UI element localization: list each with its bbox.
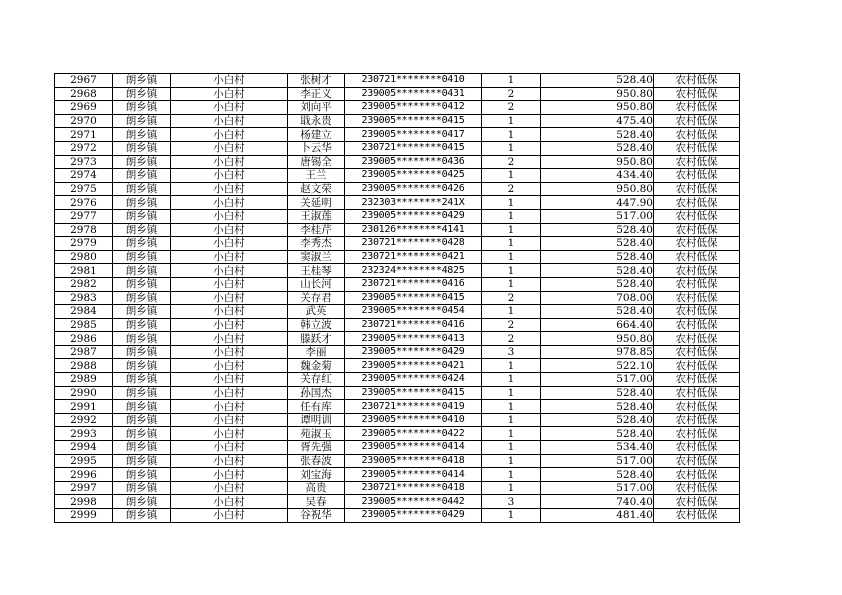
household-size-cell: 3 bbox=[482, 495, 541, 509]
name-cell: 王淑莲 bbox=[288, 209, 345, 223]
name-cell: 山长河 bbox=[288, 277, 345, 291]
row-number-cell: 2967 bbox=[55, 74, 113, 88]
name-cell: 苑淑玉 bbox=[288, 427, 345, 441]
amount-cell: 978.85 bbox=[541, 345, 654, 359]
village-cell: 小白村 bbox=[171, 264, 288, 278]
row-number-cell: 2979 bbox=[55, 237, 113, 251]
id-number-cell: 239005********0414 bbox=[345, 441, 482, 455]
table-row bbox=[55, 345, 740, 359]
id-number-cell: 239005********0415 bbox=[345, 114, 482, 128]
id-number-cell: 239005********0422 bbox=[345, 427, 482, 441]
amount-cell: 528.40 bbox=[541, 305, 654, 319]
amount-cell: 517.00 bbox=[541, 373, 654, 387]
town-cell: 朗乡镇 bbox=[113, 209, 171, 223]
town-cell: 朗乡镇 bbox=[113, 101, 171, 115]
category-cell: 农村低保 bbox=[654, 74, 740, 88]
row-number-cell: 2975 bbox=[55, 182, 113, 196]
table-row bbox=[55, 74, 740, 88]
row-number-cell: 2983 bbox=[55, 291, 113, 305]
name-cell: 赵文荣 bbox=[288, 182, 345, 196]
town-cell: 朗乡镇 bbox=[113, 114, 171, 128]
category-cell: 农村低保 bbox=[654, 345, 740, 359]
amount-cell: 950.80 bbox=[541, 87, 654, 101]
category-cell: 农村低保 bbox=[654, 264, 740, 278]
town-cell: 朗乡镇 bbox=[113, 359, 171, 373]
table-row bbox=[55, 509, 740, 523]
row-number-cell: 2980 bbox=[55, 250, 113, 264]
id-number-cell: 239005********0413 bbox=[345, 332, 482, 346]
town-cell: 朗乡镇 bbox=[113, 373, 171, 387]
name-cell: 魏金菊 bbox=[288, 359, 345, 373]
beneficiary-table bbox=[54, 73, 740, 523]
row-number-cell: 2972 bbox=[55, 141, 113, 155]
household-size-cell: 2 bbox=[482, 318, 541, 332]
household-size-cell: 2 bbox=[482, 87, 541, 101]
amount-cell: 950.80 bbox=[541, 155, 654, 169]
name-cell: 李桂芹 bbox=[288, 223, 345, 237]
table-row bbox=[55, 495, 740, 509]
village-cell: 小白村 bbox=[171, 454, 288, 468]
table-row bbox=[55, 250, 740, 264]
row-number-cell: 2998 bbox=[55, 495, 113, 509]
village-cell: 小白村 bbox=[171, 237, 288, 251]
household-size-cell: 1 bbox=[482, 373, 541, 387]
table-row bbox=[55, 481, 740, 495]
id-number-cell: 232324********4825 bbox=[345, 264, 482, 278]
amount-cell: 528.40 bbox=[541, 141, 654, 155]
table-row bbox=[55, 318, 740, 332]
village-cell: 小白村 bbox=[171, 345, 288, 359]
name-cell: 刘向平 bbox=[288, 101, 345, 115]
amount-cell: 434.40 bbox=[541, 169, 654, 183]
table-row bbox=[55, 209, 740, 223]
name-cell: 任有库 bbox=[288, 400, 345, 414]
id-number-cell: 239005********0421 bbox=[345, 359, 482, 373]
town-cell: 朗乡镇 bbox=[113, 141, 171, 155]
household-size-cell: 1 bbox=[482, 196, 541, 210]
id-number-cell: 239005********0426 bbox=[345, 182, 482, 196]
household-size-cell: 1 bbox=[482, 277, 541, 291]
category-cell: 农村低保 bbox=[654, 155, 740, 169]
id-number-cell: 230721********0416 bbox=[345, 318, 482, 332]
table-row bbox=[55, 332, 740, 346]
household-size-cell: 2 bbox=[482, 332, 541, 346]
village-cell: 小白村 bbox=[171, 441, 288, 455]
village-cell: 小白村 bbox=[171, 223, 288, 237]
name-cell: 卜云华 bbox=[288, 141, 345, 155]
town-cell: 朗乡镇 bbox=[113, 427, 171, 441]
row-number-cell: 2995 bbox=[55, 454, 113, 468]
village-cell: 小白村 bbox=[171, 182, 288, 196]
id-number-cell: 239005********0429 bbox=[345, 345, 482, 359]
category-cell: 农村低保 bbox=[654, 101, 740, 115]
id-number-cell: 230721********0416 bbox=[345, 277, 482, 291]
amount-cell: 740.40 bbox=[541, 495, 654, 509]
household-size-cell: 1 bbox=[482, 509, 541, 523]
town-cell: 朗乡镇 bbox=[113, 509, 171, 523]
row-number-cell: 2981 bbox=[55, 264, 113, 278]
id-number-cell: 239005********0425 bbox=[345, 169, 482, 183]
row-number-cell: 2970 bbox=[55, 114, 113, 128]
category-cell: 农村低保 bbox=[654, 413, 740, 427]
row-number-cell: 2991 bbox=[55, 400, 113, 414]
row-number-cell: 2992 bbox=[55, 413, 113, 427]
amount-cell: 950.80 bbox=[541, 182, 654, 196]
name-cell: 孙国杰 bbox=[288, 386, 345, 400]
name-cell: 胥先强 bbox=[288, 441, 345, 455]
village-cell: 小白村 bbox=[171, 155, 288, 169]
category-cell: 农村低保 bbox=[654, 128, 740, 142]
row-number-cell: 2987 bbox=[55, 345, 113, 359]
table-row bbox=[55, 454, 740, 468]
name-cell: 张春波 bbox=[288, 454, 345, 468]
id-number-cell: 230721********0421 bbox=[345, 250, 482, 264]
amount-cell: 528.40 bbox=[541, 427, 654, 441]
amount-cell: 517.00 bbox=[541, 481, 654, 495]
row-number-cell: 2968 bbox=[55, 87, 113, 101]
amount-cell: 528.40 bbox=[541, 250, 654, 264]
village-cell: 小白村 bbox=[171, 318, 288, 332]
amount-cell: 447.90 bbox=[541, 196, 654, 210]
town-cell: 朗乡镇 bbox=[113, 413, 171, 427]
id-number-cell: 230721********0415 bbox=[345, 141, 482, 155]
table-row bbox=[55, 305, 740, 319]
name-cell: 刘宝海 bbox=[288, 468, 345, 482]
category-cell: 农村低保 bbox=[654, 400, 740, 414]
row-number-cell: 2986 bbox=[55, 332, 113, 346]
row-number-cell: 2978 bbox=[55, 223, 113, 237]
amount-cell: 950.80 bbox=[541, 332, 654, 346]
row-number-cell: 2988 bbox=[55, 359, 113, 373]
village-cell: 小白村 bbox=[171, 128, 288, 142]
id-number-cell: 239005********0429 bbox=[345, 209, 482, 223]
row-number-cell: 2984 bbox=[55, 305, 113, 319]
amount-cell: 528.40 bbox=[541, 74, 654, 88]
row-number-cell: 2996 bbox=[55, 468, 113, 482]
category-cell: 农村低保 bbox=[654, 141, 740, 155]
table-row bbox=[55, 237, 740, 251]
id-number-cell: 230721********0410 bbox=[345, 74, 482, 88]
category-cell: 农村低保 bbox=[654, 237, 740, 251]
town-cell: 朗乡镇 bbox=[113, 386, 171, 400]
town-cell: 朗乡镇 bbox=[113, 481, 171, 495]
household-size-cell: 1 bbox=[482, 468, 541, 482]
name-cell: 谭明训 bbox=[288, 413, 345, 427]
table-body bbox=[55, 74, 740, 523]
id-number-cell: 239005********0414 bbox=[345, 468, 482, 482]
category-cell: 农村低保 bbox=[654, 454, 740, 468]
town-cell: 朗乡镇 bbox=[113, 196, 171, 210]
name-cell: 武英 bbox=[288, 305, 345, 319]
town-cell: 朗乡镇 bbox=[113, 318, 171, 332]
town-cell: 朗乡镇 bbox=[113, 87, 171, 101]
row-number-cell: 2973 bbox=[55, 155, 113, 169]
household-size-cell: 1 bbox=[482, 427, 541, 441]
row-number-cell: 2990 bbox=[55, 386, 113, 400]
row-number-cell: 2969 bbox=[55, 101, 113, 115]
name-cell: 王桂琴 bbox=[288, 264, 345, 278]
household-size-cell: 1 bbox=[482, 264, 541, 278]
village-cell: 小白村 bbox=[171, 277, 288, 291]
household-size-cell: 2 bbox=[482, 291, 541, 305]
table-row bbox=[55, 427, 740, 441]
household-size-cell: 1 bbox=[482, 169, 541, 183]
town-cell: 朗乡镇 bbox=[113, 237, 171, 251]
village-cell: 小白村 bbox=[171, 386, 288, 400]
id-number-cell: 230721********0419 bbox=[345, 400, 482, 414]
table-row bbox=[55, 291, 740, 305]
amount-cell: 528.40 bbox=[541, 468, 654, 482]
amount-cell: 528.40 bbox=[541, 264, 654, 278]
amount-cell: 528.40 bbox=[541, 400, 654, 414]
category-cell: 农村低保 bbox=[654, 277, 740, 291]
household-size-cell: 1 bbox=[482, 359, 541, 373]
town-cell: 朗乡镇 bbox=[113, 400, 171, 414]
village-cell: 小白村 bbox=[171, 481, 288, 495]
village-cell: 小白村 bbox=[171, 209, 288, 223]
village-cell: 小白村 bbox=[171, 196, 288, 210]
village-cell: 小白村 bbox=[171, 468, 288, 482]
village-cell: 小白村 bbox=[171, 87, 288, 101]
amount-cell: 528.40 bbox=[541, 223, 654, 237]
household-size-cell: 1 bbox=[482, 441, 541, 455]
name-cell: 唐锡全 bbox=[288, 155, 345, 169]
table-row bbox=[55, 373, 740, 387]
category-cell: 农村低保 bbox=[654, 386, 740, 400]
category-cell: 农村低保 bbox=[654, 305, 740, 319]
amount-cell: 708.00 bbox=[541, 291, 654, 305]
household-size-cell: 3 bbox=[482, 345, 541, 359]
category-cell: 农村低保 bbox=[654, 441, 740, 455]
village-cell: 小白村 bbox=[171, 495, 288, 509]
category-cell: 农村低保 bbox=[654, 427, 740, 441]
category-cell: 农村低保 bbox=[654, 223, 740, 237]
village-cell: 小白村 bbox=[171, 400, 288, 414]
household-size-cell: 1 bbox=[482, 223, 541, 237]
category-cell: 农村低保 bbox=[654, 291, 740, 305]
name-cell: 王兰 bbox=[288, 169, 345, 183]
category-cell: 农村低保 bbox=[654, 87, 740, 101]
category-cell: 农村低保 bbox=[654, 359, 740, 373]
row-number-cell: 2977 bbox=[55, 209, 113, 223]
name-cell: 戢永贵 bbox=[288, 114, 345, 128]
name-cell: 高贵 bbox=[288, 481, 345, 495]
category-cell: 农村低保 bbox=[654, 169, 740, 183]
town-cell: 朗乡镇 bbox=[113, 454, 171, 468]
village-cell: 小白村 bbox=[171, 373, 288, 387]
household-size-cell: 1 bbox=[482, 128, 541, 142]
household-size-cell: 2 bbox=[482, 155, 541, 169]
village-cell: 小白村 bbox=[171, 141, 288, 155]
table-row bbox=[55, 400, 740, 414]
household-size-cell: 2 bbox=[482, 182, 541, 196]
table-row bbox=[55, 101, 740, 115]
category-cell: 农村低保 bbox=[654, 468, 740, 482]
household-size-cell: 1 bbox=[482, 114, 541, 128]
household-size-cell: 1 bbox=[482, 481, 541, 495]
row-number-cell: 2989 bbox=[55, 373, 113, 387]
id-number-cell: 239005********0424 bbox=[345, 373, 482, 387]
village-cell: 小白村 bbox=[171, 427, 288, 441]
category-cell: 农村低保 bbox=[654, 509, 740, 523]
id-number-cell: 239005********0415 bbox=[345, 386, 482, 400]
table-row bbox=[55, 359, 740, 373]
amount-cell: 950.80 bbox=[541, 101, 654, 115]
id-number-cell: 239005********0431 bbox=[345, 87, 482, 101]
table-row bbox=[55, 441, 740, 455]
row-number-cell: 2997 bbox=[55, 481, 113, 495]
village-cell: 小白村 bbox=[171, 169, 288, 183]
id-number-cell: 239005********0454 bbox=[345, 305, 482, 319]
town-cell: 朗乡镇 bbox=[113, 74, 171, 88]
name-cell: 李正义 bbox=[288, 87, 345, 101]
category-cell: 农村低保 bbox=[654, 209, 740, 223]
name-cell: 关存君 bbox=[288, 291, 345, 305]
table-row bbox=[55, 223, 740, 237]
id-number-cell: 232303********241X bbox=[345, 196, 482, 210]
id-number-cell: 230721********0418 bbox=[345, 481, 482, 495]
amount-cell: 517.00 bbox=[541, 454, 654, 468]
amount-cell: 528.40 bbox=[541, 386, 654, 400]
category-cell: 农村低保 bbox=[654, 332, 740, 346]
row-number-cell: 2993 bbox=[55, 427, 113, 441]
row-number-cell: 2999 bbox=[55, 509, 113, 523]
amount-cell: 517.00 bbox=[541, 209, 654, 223]
name-cell: 李秀杰 bbox=[288, 237, 345, 251]
row-number-cell: 2982 bbox=[55, 277, 113, 291]
row-number-cell: 2994 bbox=[55, 441, 113, 455]
category-cell: 农村低保 bbox=[654, 481, 740, 495]
id-number-cell: 239005********0415 bbox=[345, 291, 482, 305]
household-size-cell: 2 bbox=[482, 101, 541, 115]
name-cell: 李丽 bbox=[288, 345, 345, 359]
amount-cell: 528.40 bbox=[541, 277, 654, 291]
id-number-cell: 230721********0428 bbox=[345, 237, 482, 251]
row-number-cell: 2971 bbox=[55, 128, 113, 142]
category-cell: 农村低保 bbox=[654, 495, 740, 509]
town-cell: 朗乡镇 bbox=[113, 182, 171, 196]
town-cell: 朗乡镇 bbox=[113, 250, 171, 264]
village-cell: 小白村 bbox=[171, 291, 288, 305]
name-cell: 滕跃才 bbox=[288, 332, 345, 346]
row-number-cell: 2974 bbox=[55, 169, 113, 183]
id-number-cell: 239005********0417 bbox=[345, 128, 482, 142]
town-cell: 朗乡镇 bbox=[113, 155, 171, 169]
name-cell: 关延明 bbox=[288, 196, 345, 210]
table-row bbox=[55, 182, 740, 196]
category-cell: 农村低保 bbox=[654, 318, 740, 332]
village-cell: 小白村 bbox=[171, 114, 288, 128]
category-cell: 农村低保 bbox=[654, 250, 740, 264]
row-number-cell: 2985 bbox=[55, 318, 113, 332]
amount-cell: 481.40 bbox=[541, 509, 654, 523]
amount-cell: 528.40 bbox=[541, 413, 654, 427]
town-cell: 朗乡镇 bbox=[113, 277, 171, 291]
amount-cell: 528.40 bbox=[541, 237, 654, 251]
village-cell: 小白村 bbox=[171, 250, 288, 264]
town-cell: 朗乡镇 bbox=[113, 332, 171, 346]
name-cell: 杨建立 bbox=[288, 128, 345, 142]
village-cell: 小白村 bbox=[171, 332, 288, 346]
id-number-cell: 239005********0418 bbox=[345, 454, 482, 468]
village-cell: 小白村 bbox=[171, 101, 288, 115]
household-size-cell: 1 bbox=[482, 305, 541, 319]
town-cell: 朗乡镇 bbox=[113, 291, 171, 305]
table-row bbox=[55, 128, 740, 142]
town-cell: 朗乡镇 bbox=[113, 128, 171, 142]
household-size-cell: 1 bbox=[482, 209, 541, 223]
row-number-cell: 2976 bbox=[55, 196, 113, 210]
id-number-cell: 239005********0410 bbox=[345, 413, 482, 427]
amount-cell: 534.40 bbox=[541, 441, 654, 455]
table-row bbox=[55, 87, 740, 101]
name-cell: 吴春 bbox=[288, 495, 345, 509]
amount-cell: 522.10 bbox=[541, 359, 654, 373]
table-row bbox=[55, 169, 740, 183]
id-number-cell: 239005********0442 bbox=[345, 495, 482, 509]
village-cell: 小白村 bbox=[171, 74, 288, 88]
village-cell: 小白村 bbox=[171, 509, 288, 523]
table-row bbox=[55, 264, 740, 278]
table-row bbox=[55, 155, 740, 169]
household-size-cell: 1 bbox=[482, 74, 541, 88]
household-size-cell: 1 bbox=[482, 386, 541, 400]
id-number-cell: 230126********4141 bbox=[345, 223, 482, 237]
amount-cell: 664.40 bbox=[541, 318, 654, 332]
village-cell: 小白村 bbox=[171, 359, 288, 373]
category-cell: 农村低保 bbox=[654, 373, 740, 387]
town-cell: 朗乡镇 bbox=[113, 223, 171, 237]
table-row bbox=[55, 277, 740, 291]
village-cell: 小白村 bbox=[171, 413, 288, 427]
town-cell: 朗乡镇 bbox=[113, 345, 171, 359]
table-row bbox=[55, 468, 740, 482]
name-cell: 关存红 bbox=[288, 373, 345, 387]
table-row bbox=[55, 114, 740, 128]
village-cell: 小白村 bbox=[171, 305, 288, 319]
household-size-cell: 1 bbox=[482, 413, 541, 427]
town-cell: 朗乡镇 bbox=[113, 169, 171, 183]
household-size-cell: 1 bbox=[482, 400, 541, 414]
table-row bbox=[55, 141, 740, 155]
household-size-cell: 1 bbox=[482, 141, 541, 155]
id-number-cell: 239005********0429 bbox=[345, 509, 482, 523]
town-cell: 朗乡镇 bbox=[113, 305, 171, 319]
name-cell: 张树才 bbox=[288, 74, 345, 88]
town-cell: 朗乡镇 bbox=[113, 264, 171, 278]
table-row bbox=[55, 196, 740, 210]
household-size-cell: 1 bbox=[482, 454, 541, 468]
amount-cell: 475.40 bbox=[541, 114, 654, 128]
amount-cell: 528.40 bbox=[541, 128, 654, 142]
town-cell: 朗乡镇 bbox=[113, 468, 171, 482]
household-size-cell: 1 bbox=[482, 250, 541, 264]
name-cell: 谷祝华 bbox=[288, 509, 345, 523]
household-size-cell: 1 bbox=[482, 237, 541, 251]
name-cell: 韩立波 bbox=[288, 318, 345, 332]
id-number-cell: 239005********0436 bbox=[345, 155, 482, 169]
category-cell: 农村低保 bbox=[654, 196, 740, 210]
category-cell: 农村低保 bbox=[654, 182, 740, 196]
category-cell: 农村低保 bbox=[654, 114, 740, 128]
name-cell: 窦淑兰 bbox=[288, 250, 345, 264]
town-cell: 朗乡镇 bbox=[113, 441, 171, 455]
id-number-cell: 239005********0412 bbox=[345, 101, 482, 115]
town-cell: 朗乡镇 bbox=[113, 495, 171, 509]
table-row bbox=[55, 386, 740, 400]
table-row bbox=[55, 413, 740, 427]
